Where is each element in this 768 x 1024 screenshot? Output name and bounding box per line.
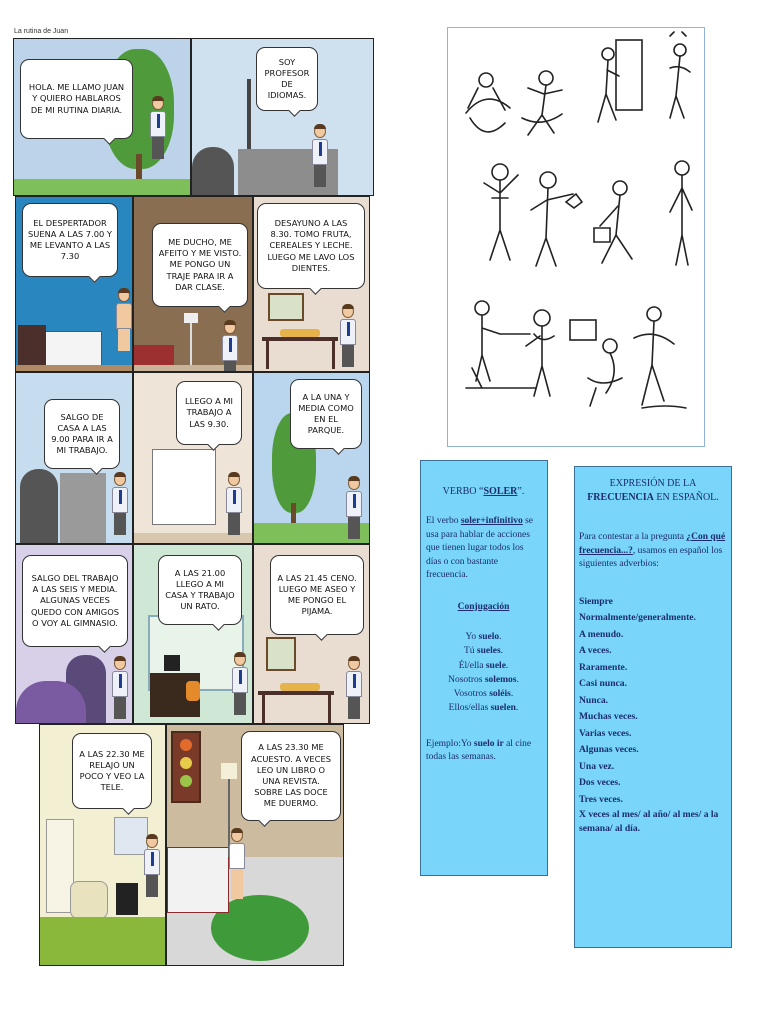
conjugation-heading: Conjugación [457,601,510,612]
comic-panel-4 [133,196,253,372]
building [60,473,106,544]
adverb-item: Siempre [579,595,613,607]
conjugation-row: Vosotros soléis. [453,689,514,700]
sketch-walking-briefcase [594,181,632,263]
speech-bubble: SALGO DEL TRABAJO A LAS SEIS Y MEDIA. ALGUNAS VECES QUEDO CON AMIGOS O VOY AL GIMNASIO. [22,555,128,647]
speech-bubble: SALGO DE CASA A LAS 9.00 PARA IR A MI TRABAJO. [44,399,120,469]
frecuencia-title: EXPRESIÓN DE LA FRECUENCIA EN ESPAÑOL. [587,478,719,504]
building-beehive [192,147,234,196]
verbo-example: Ejemplo:Yo suelo ir al cine todas las semanas. [426,738,532,763]
comic-panel-1 [13,38,191,196]
lamp [184,313,198,323]
table-leg-left [262,695,265,723]
sketch-tying-tie [531,172,582,266]
juan-figure [150,97,166,159]
juan-figure [112,657,128,719]
juan-figure [340,305,356,367]
floor [40,917,165,966]
comic-panel-9 [15,544,133,724]
armchair [70,881,108,919]
hill [16,681,86,724]
building-beehive [20,469,58,544]
juan-figure [226,473,242,535]
conjugation-row: Ellos/ellas suelen. [448,703,519,714]
conjugation-row: Nosotros solemos. [448,674,519,685]
table-leg-left [266,341,269,369]
adverb-item: Varias veces. [579,727,632,739]
comic-panel-3 [15,196,133,372]
conjugation-row: Él/ella suele. [458,660,509,671]
traffic-light-picture [171,731,201,803]
comic-panel-10 [133,544,253,724]
bed [167,847,229,913]
adverb-item: Una vez. [579,760,615,772]
conjugation-row: Tú sueles. [463,646,504,657]
comic-panel-6 [15,372,133,544]
picture-frame [266,637,296,671]
juan-figure [222,321,238,372]
adverb-item: Nunca. [579,694,609,706]
document-title: La rutina de Juan [14,28,69,35]
picture-frame [268,293,304,321]
speech-bubble: A LAS 22.30 ME RELAJO UN POCO Y VEO LA TELE. [72,733,152,809]
sketch-cooking [466,301,536,388]
frecuencia-intro: Para contestar a la pregunta ¿Con qué frecuencia...?, usamos en español los siguientes adverbios: [579,532,726,570]
speech-bubble: A LAS 21.00 LLEGO A MI CASA Y TRABAJO UN RATO. [158,555,242,625]
routine-sketches [448,28,704,446]
adverb-item: Casi nunca. [579,678,627,690]
juan-figure [116,289,132,351]
chair [186,681,200,701]
adverb-list [579,594,727,835]
comic-panel-13 [166,724,344,966]
adverb-item: Muchas veces. [579,711,638,723]
adverb-item: Raramente. [579,661,628,673]
verbo-title: VERBO “SOLER”. [442,486,525,497]
table-leg-right [328,695,331,723]
light-green [180,775,192,787]
sketch-standing-man [670,161,692,265]
daily-routine-illustration [447,27,705,447]
lamp [221,763,237,779]
frecuencia-box [574,466,732,948]
sketch-waking-up [466,73,510,132]
sketch-shower [670,32,690,118]
speech-bubble: A LAS 23.30 ME ACUESTO. A VECES LEO UN LIBRO O UNA REVISTA. SOBRE LAS DOCE ME DUERMO. [241,731,341,821]
comic-panel-7 [133,372,253,544]
light-yellow [180,757,192,769]
sketch-eating [526,310,554,396]
tv [116,883,138,915]
comic-panel-8 [253,372,370,544]
adverb-item: Normalmente/generalmente. [579,612,696,624]
grass [14,179,190,196]
adverb-item: Tres veces. [579,793,623,805]
comic-panel-2 [191,38,374,196]
speech-bubble: ME DUCHO, ME AFEITO Y ME VISTO. ME PONGO UN TRAJE PARA IR A DAR CLASE. [152,223,248,307]
adverb-item: Dos veces. [579,777,621,789]
floor [16,365,132,372]
comic-panel-12 [39,724,166,966]
comic-panel-5 [253,196,370,372]
verbo-soler-box [420,460,548,876]
juan-figure [144,835,160,897]
table [258,691,334,695]
speech-bubble: HOLA. ME LLAMO JUAN Y QUIERO HABLAROS DE MI RUTINA DIARIA. [20,59,133,139]
computer-monitor [164,655,180,671]
sketch-stretching [522,71,562,135]
speech-bubble: DESAYUNO A LAS 8.30. TOMO FRUTA, CEREALES Y LECHE. LUEGO ME LAVO LOS DIENTES. [257,203,365,289]
adverb-item: A veces. [579,645,612,657]
speech-bubble: EL DESPERTADOR SUENA A LAS 7.00 Y ME LEVANTO A LAS 7.30 [22,203,118,277]
table [262,337,338,341]
juan-figure [346,657,362,719]
juan-figure [312,125,328,187]
conjugation-row: Yo suelo. [465,632,502,643]
speech-bubble: A LAS 21.45 CENO. LUEGO ME ASEO Y ME PONGO EL PIJAMA. [270,555,364,635]
sketch-watching-tv [570,320,622,406]
comic-panel-11 [253,544,370,724]
speech-bubble: LLEGO A MI TRABAJO A LAS 9.30. [176,381,242,445]
light-red [180,739,192,751]
bed-headboard [18,325,46,369]
lamp-stand [190,323,192,367]
adverb-item: A menudo. [579,628,624,640]
wall-window [114,817,148,855]
verbo-intro: El verbo soler+infinitivo se usa para hablar de acciones que tienen lugar todos los días o con bastante frecuencia. [426,516,534,581]
juan-figure [232,653,248,715]
juan-figure [346,477,362,539]
speech-bubble: SOY PROFESOR DE IDIOMAS. [256,47,318,111]
food [280,329,320,337]
adverb-item: X veces al mes/ al año/ al mes/ a la semana/ al día. [579,809,719,834]
speech-bubble: A LA UNA Y MEDIA COMO EN EL PARQUE. [290,379,362,449]
conjugation-list [426,630,541,716]
table-leg-right [332,341,335,369]
juan-figure [112,473,128,535]
whiteboard [152,449,216,525]
sketch-shaving [484,164,518,260]
sketch-sleeping [634,307,686,408]
food [280,683,320,691]
adverb-item: Algunas veces. [579,744,639,756]
sketch-leaving-door [598,40,642,122]
juan-figure [229,829,245,899]
